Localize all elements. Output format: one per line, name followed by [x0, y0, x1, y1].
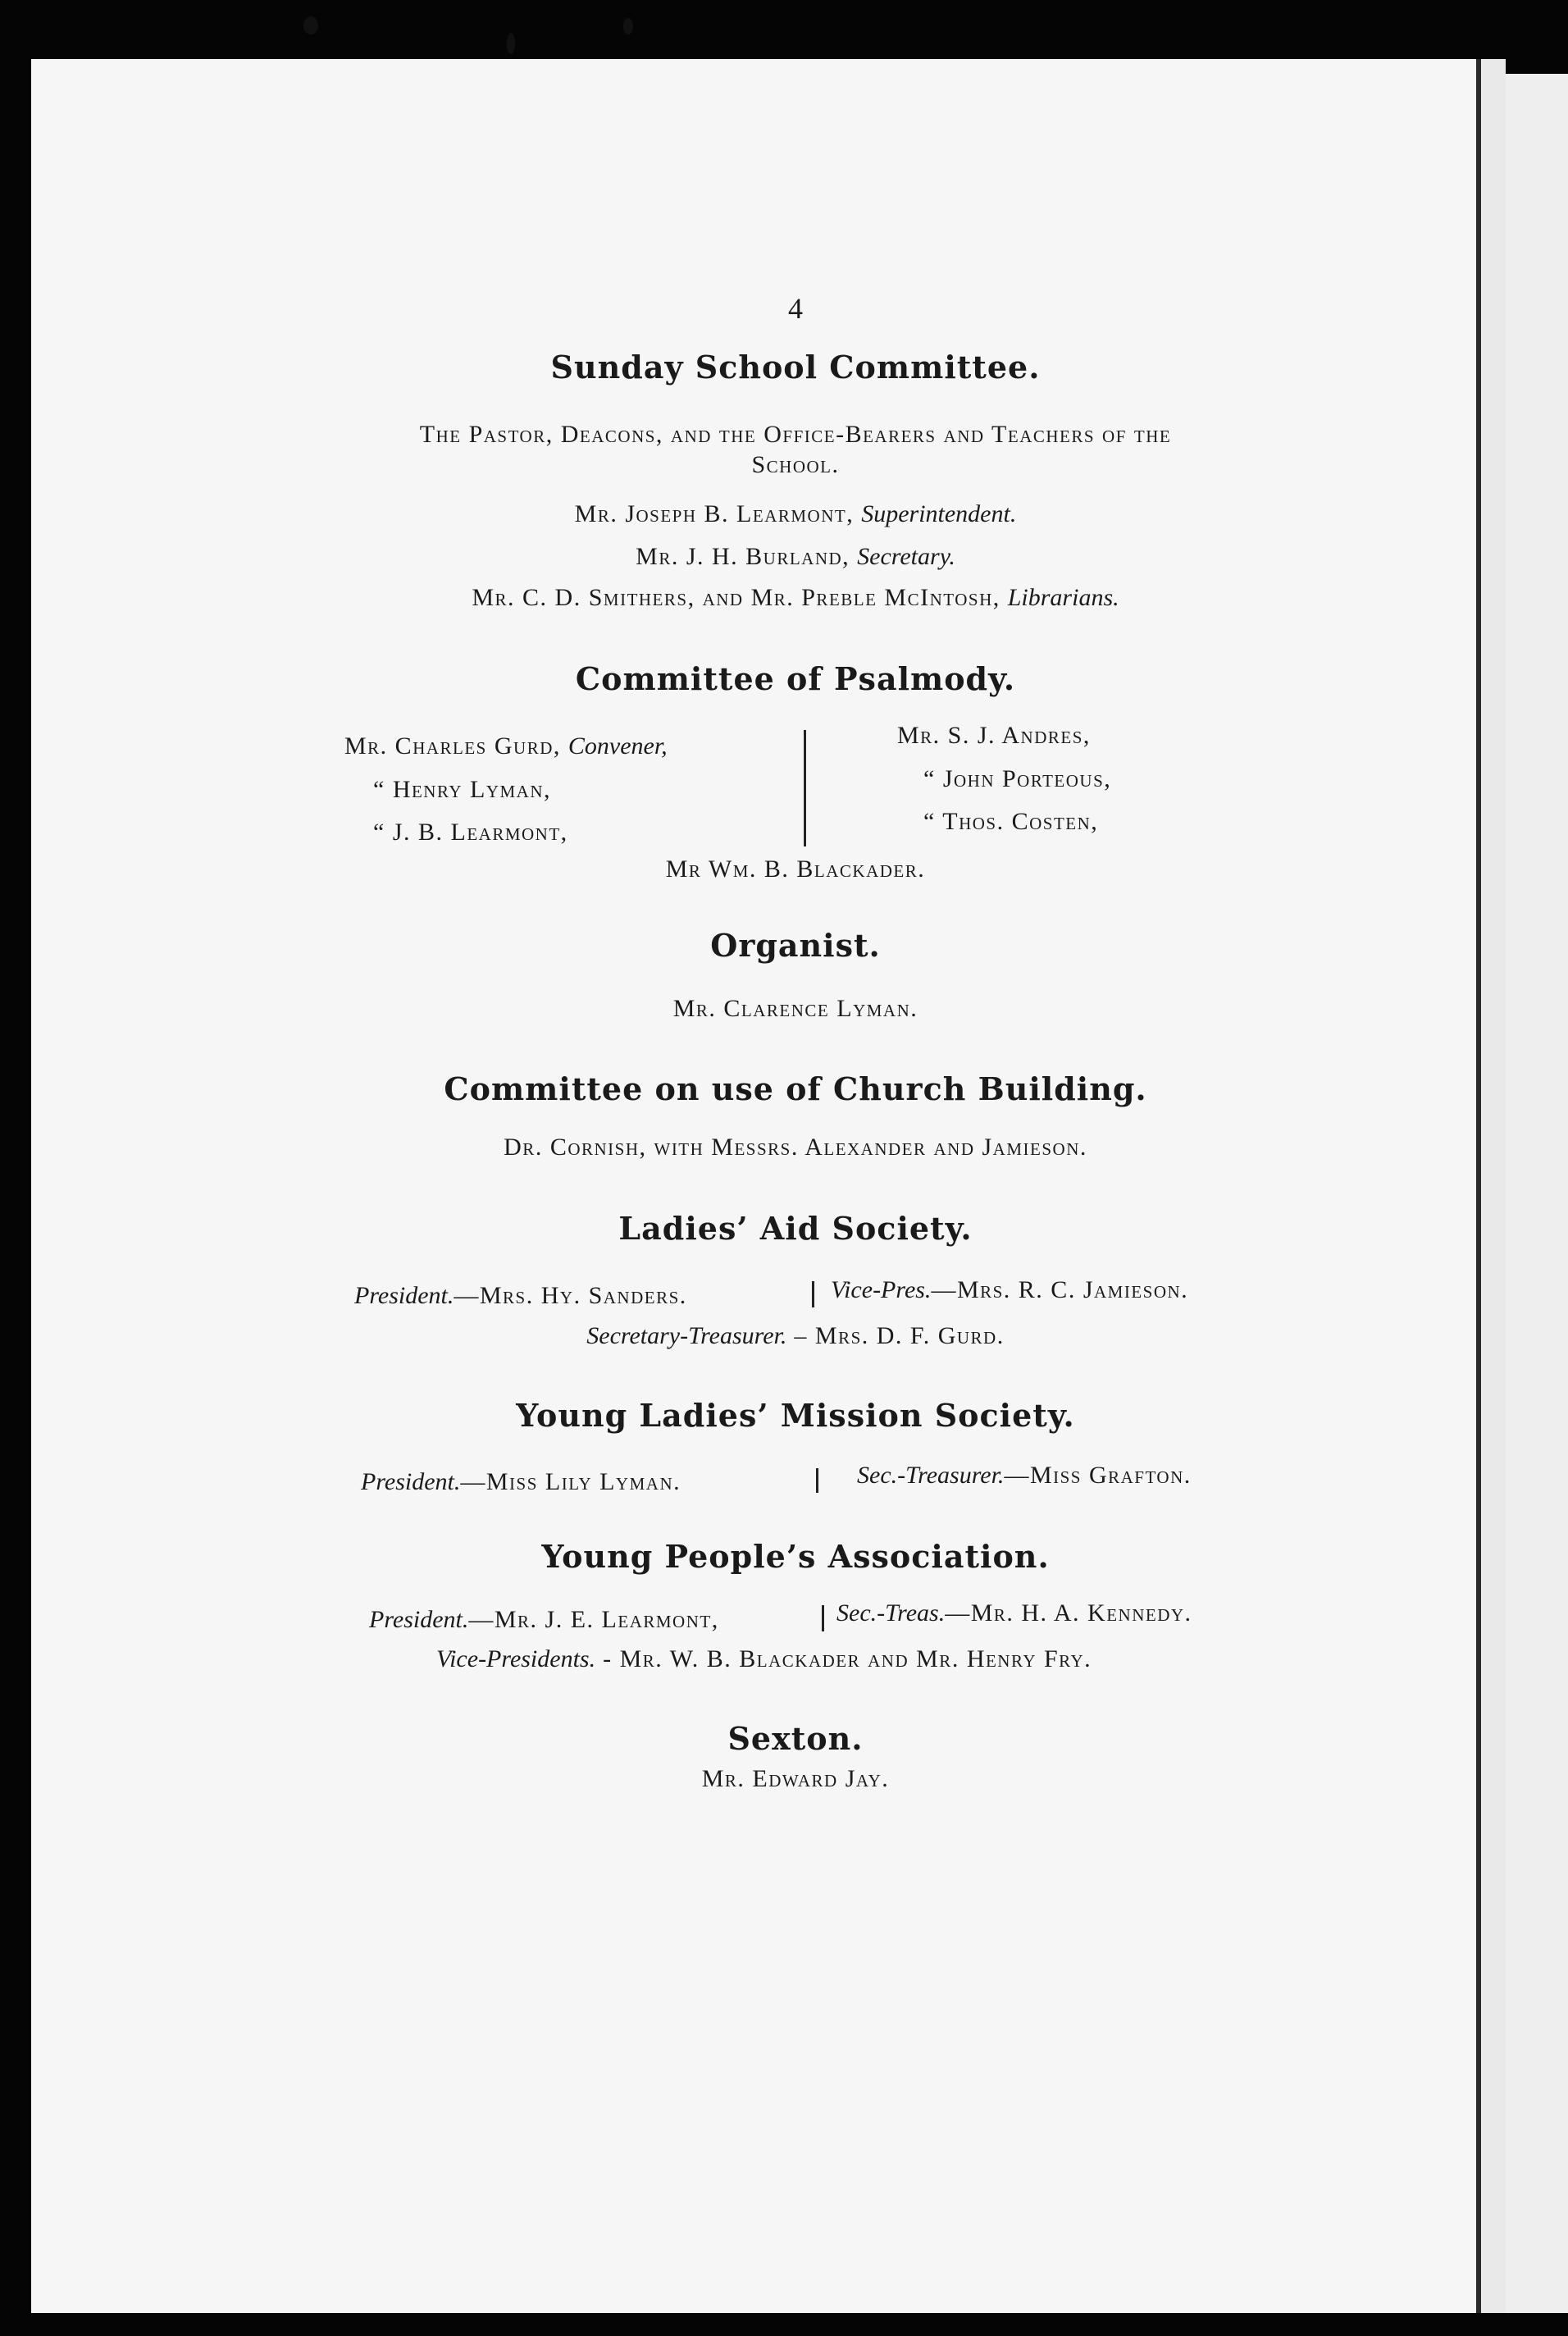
psalmody-right-3: “ Thos. Costen, [923, 808, 1099, 835]
young-ladies-heading: Young Ladies’ Mission Society. [516, 1397, 1075, 1434]
ladies-aid-sectreas-name: – Mrs. D. F. Gurd. [794, 1322, 1005, 1349]
ladies-aid-vice-label: Vice-Pres. [831, 1276, 932, 1303]
psalmody-left-3: “ J. B. Learmont, [373, 819, 568, 846]
ladies-aid-president-name: —Mrs. Hy. Sanders. [454, 1282, 687, 1309]
young-people-separator [822, 1605, 824, 1631]
psalmody-left-1-name: Mr. Charles Gurd, [344, 732, 561, 760]
church-building-members: Dr. Cornish, with Messrs. Alexander and Jamieson. [504, 1134, 1087, 1161]
organist-heading: Organist. [710, 927, 881, 964]
church-building-heading: Committee on use of Church Building. [444, 1070, 1147, 1107]
page-number: 4 [788, 292, 803, 325]
ladies-aid-vice [831, 1276, 1188, 1304]
organist-name: Mr. Clarence Lyman. [672, 995, 918, 1022]
page-edge [1476, 59, 1506, 2313]
ladies-aid-president-label: President. [354, 1282, 454, 1309]
psalmody-left-2: “ Henry Lyman, [373, 776, 551, 803]
psalmody-left-1-role: Convener, [567, 732, 668, 760]
young-ladies-president-name: —Miss Lily Lyman. [460, 1468, 681, 1495]
librarians-names: Mr. C. D. Smithers, and Mr. Preble McIntosh, [472, 584, 1001, 611]
sunday-school-line1: The Pastor, Deacons, and the Office-Bearers and Teachers of the [419, 421, 1172, 448]
sexton-name: Mr. Edward Jay. [701, 1765, 890, 1792]
young-people-president-name: —Mr. J. E. Learmont, [468, 1606, 719, 1633]
secretary-line [0, 543, 1568, 571]
young-ladies-sectreas-label: Sec.-Treasurer. [857, 1462, 1005, 1489]
psalmody-right-2: “ John Porteous, [923, 765, 1112, 792]
scan-speck [507, 33, 515, 54]
young-people-vp-names: - Mr. W. B. Blackader and Mr. Henry Fry. [603, 1645, 1092, 1672]
facing-page-strip [1506, 74, 1568, 2313]
ladies-aid-sectreas [0, 1322, 1568, 1350]
young-ladies-separator [816, 1468, 818, 1493]
young-ladies-president [361, 1468, 681, 1496]
sexton-heading: Sexton. [727, 1720, 864, 1757]
librarians-line [0, 584, 1568, 612]
ladies-aid-president [354, 1282, 687, 1310]
superintendent-name: Mr. Joseph B. Learmont, [574, 500, 855, 527]
young-people-heading: Young People’s Association. [541, 1538, 1050, 1575]
ladies-aid-sectreas-label: Secretary-Treasurer. [586, 1322, 787, 1349]
young-ladies-president-label: President. [361, 1468, 461, 1495]
document-page [31, 59, 1497, 2313]
librarians-role: Librarians. [1007, 584, 1119, 611]
young-people-sectreas-name: —Mr. H. A. Kennedy. [945, 1599, 1192, 1627]
psalmody-right-1: Mr. S. J. Andres, [897, 722, 1091, 749]
psalmody-heading: Committee of Psalmody. [575, 660, 1016, 697]
young-ladies-sectreas-name: —Miss Grafton. [1004, 1462, 1192, 1489]
sunday-school-line2: School. [751, 451, 840, 478]
psalmody-bottom: Mr Wm. B. Blackader. [665, 855, 926, 883]
scan-speck [303, 16, 318, 34]
scan-speck [623, 18, 633, 34]
superintendent-line [0, 500, 1568, 528]
ladies-aid-vice-name: —Mrs. R. C. Jamieson. [931, 1276, 1189, 1303]
young-people-president [369, 1606, 719, 1634]
young-ladies-sectreas [857, 1462, 1192, 1490]
secretary-name: Mr. J. H. Burland, [636, 543, 850, 570]
psalmody-left-1 [344, 732, 668, 760]
young-people-president-label: President. [369, 1606, 469, 1633]
young-people-vp-label: Vice-Presidents. [436, 1645, 596, 1672]
young-people-vp [436, 1645, 1092, 1673]
ladies-aid-heading: Ladies’ Aid Society. [618, 1210, 973, 1247]
young-people-sectreas [836, 1599, 1192, 1627]
secretary-role: Secretary. [857, 543, 955, 570]
young-people-sectreas-label: Sec.-Treas. [836, 1599, 946, 1627]
sunday-school-heading: Sunday School Committee. [550, 349, 1041, 386]
superintendent-role: Superintendent. [861, 500, 1017, 527]
psalmody-column-divider [804, 730, 806, 846]
ladies-aid-separator [812, 1281, 814, 1307]
